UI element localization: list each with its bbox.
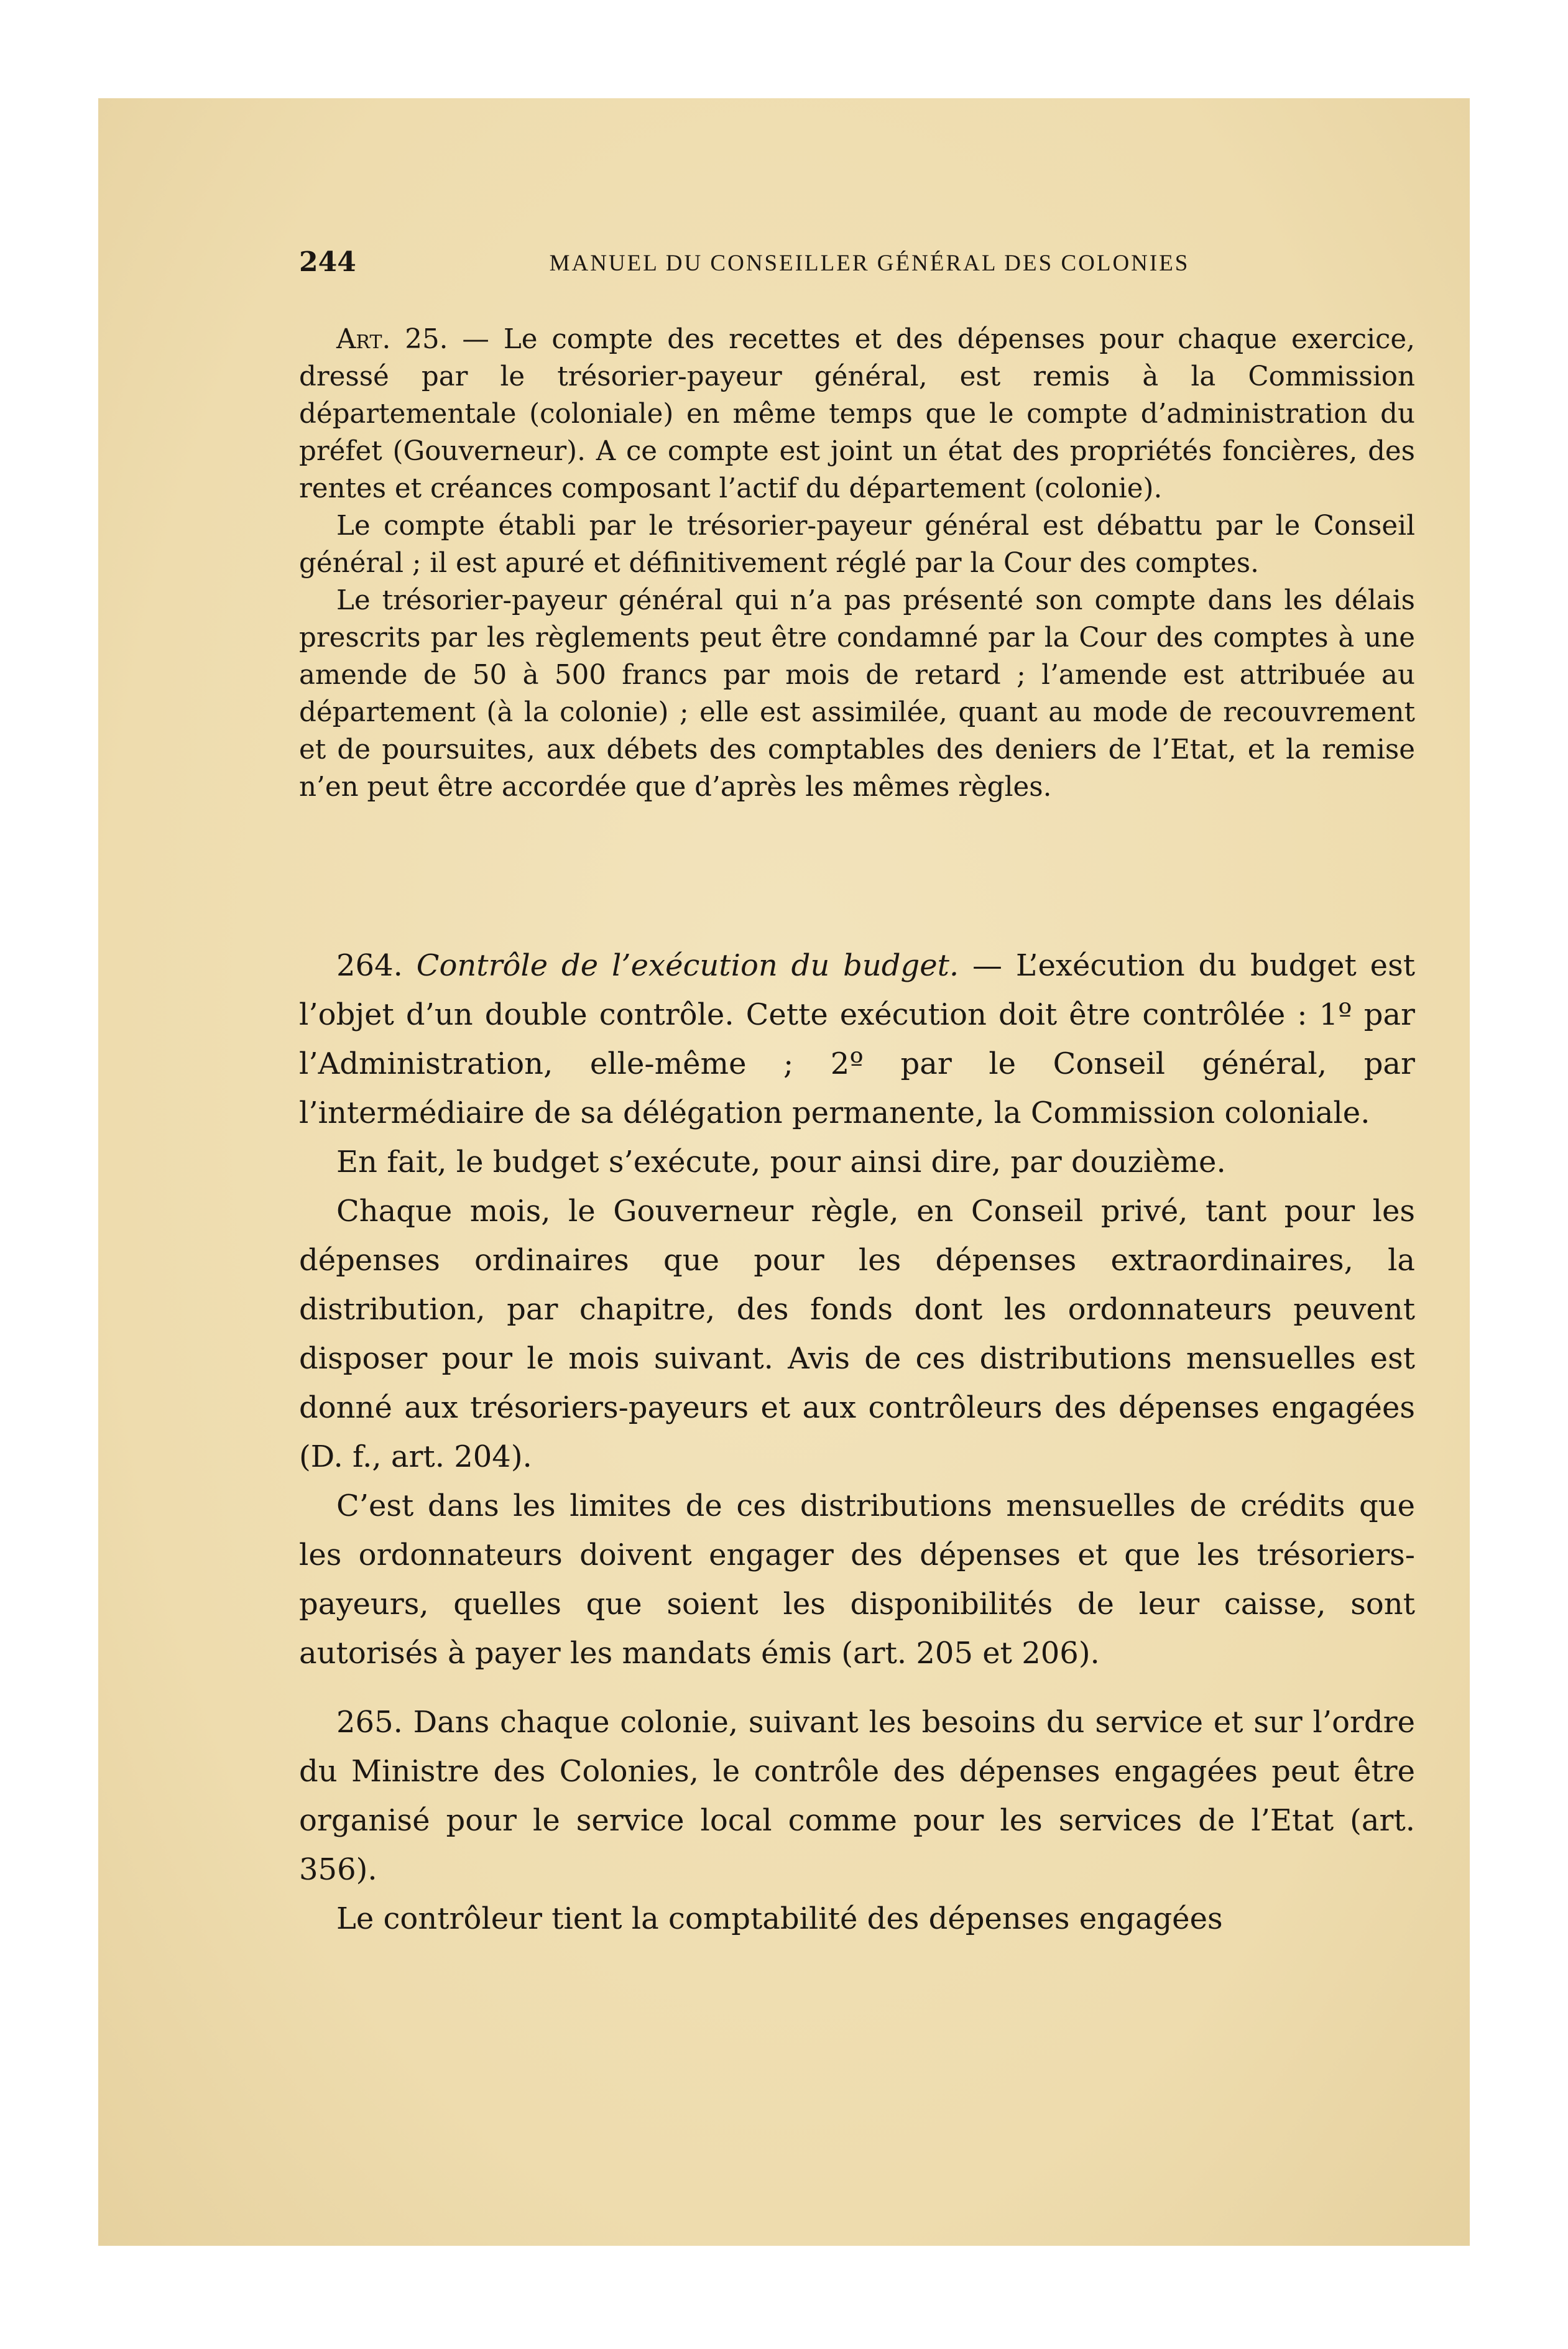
section-264-number: 264.: [336, 948, 403, 983]
section-264-paragraph-4: C’est dans les limites de ces distributions mensuelles de crédits que les ordonnateurs doivent engager des dépenses et que les trésoriers-payeurs, quelles que soient les disponibilités de leur caisse, sont autorisés à payer les mandats émis (art. 205 et 206).: [299, 1488, 1415, 1671]
book-page: [98, 98, 1470, 2246]
article-25-paragraph-3: Le trésorier-payeur général qui n’a pas présenté son compte dans les délais prescrits par les règlements peut être condamné par la Cour des comptes à une amende de 50 à 500 francs par mois de retard ; l’amende est attribuée au département (à la colonie) ; elle est assimilée, quant au mode de recouvrement et de poursuites, aux débets des comptables des deniers de l’Etat, et la remise n’en peut être accordée que d’après les mêmes règles.: [299, 585, 1415, 803]
section-264-title: Contrôle de l’exécution du budget.: [416, 948, 959, 983]
article-25-quote: [299, 321, 1415, 806]
section-265-number: 265.: [336, 1705, 403, 1740]
article-25-paragraph-1: [299, 321, 1415, 507]
section-264-paragraph-2: En fait, le budget s’exécute, pour ainsi dire, par douzième.: [336, 1145, 1226, 1179]
section-264-paragraph-1: [299, 941, 1415, 1138]
running-head: [299, 246, 1415, 284]
section-264-paragraph-3: Chaque mois, le Gouverneur règle, en Conseil privé, tant pour les dépenses ordinaires que pour les dépenses extraordinaires, la distribution, par chapitre, des fonds dont les ordonnateurs peuvent disposer pour le mois suivant. Avis de ces distributions mensuelles est donné aux trésoriers-payeurs et aux contrôleurs des dépenses engagées (D. f., art. 204).: [299, 1194, 1415, 1474]
article-25-text-1: — Le compte des recettes et des dépenses pour chaque exercice, dressé par le trésorier-payeur général, est remis à la Commission départementale (coloniale) en même temps que le compte d’administration du préfet (Gouverneur). A ce compte est joint un état des propriétés foncières, des rentes et créances composant l’actif du département (colonie).: [299, 324, 1415, 504]
page-number: 244: [299, 246, 356, 278]
article-25-paragraph-2: Le compte établi par le trésorier-payeur général est débattu par le Conseil général ; il est apuré et définitivement réglé par la Cour des comptes.: [299, 510, 1415, 579]
section-265-paragraph-2: Le contrôleur tient la comptabilité des dépenses engagées: [336, 1901, 1223, 1936]
section-264-text-1: — L’exécution du budget est l’objet d’un double contrôle. Cette exécution doit être contrôlée : 1º par l’Administration, elle-même ; 2º par le Conseil général, par l’intermédiaire de sa délégation permanente, la Commission coloniale.: [299, 948, 1415, 1130]
running-title: MANUEL DU CONSEILLER GÉNÉRAL DES COLONIES: [549, 251, 1190, 276]
section-265-paragraph-1: [299, 1698, 1415, 1894]
article-label: Art. 25.: [336, 324, 448, 355]
main-text: [299, 941, 1415, 1944]
section-265-text-1: Dans chaque colonie, suivant les besoins du service et sur l’ordre du Ministre des Colonies, le contrôle des dépenses engagées peut être organisé pour le service local comme pour les services de l’Etat (art. 356).: [299, 1705, 1415, 1887]
